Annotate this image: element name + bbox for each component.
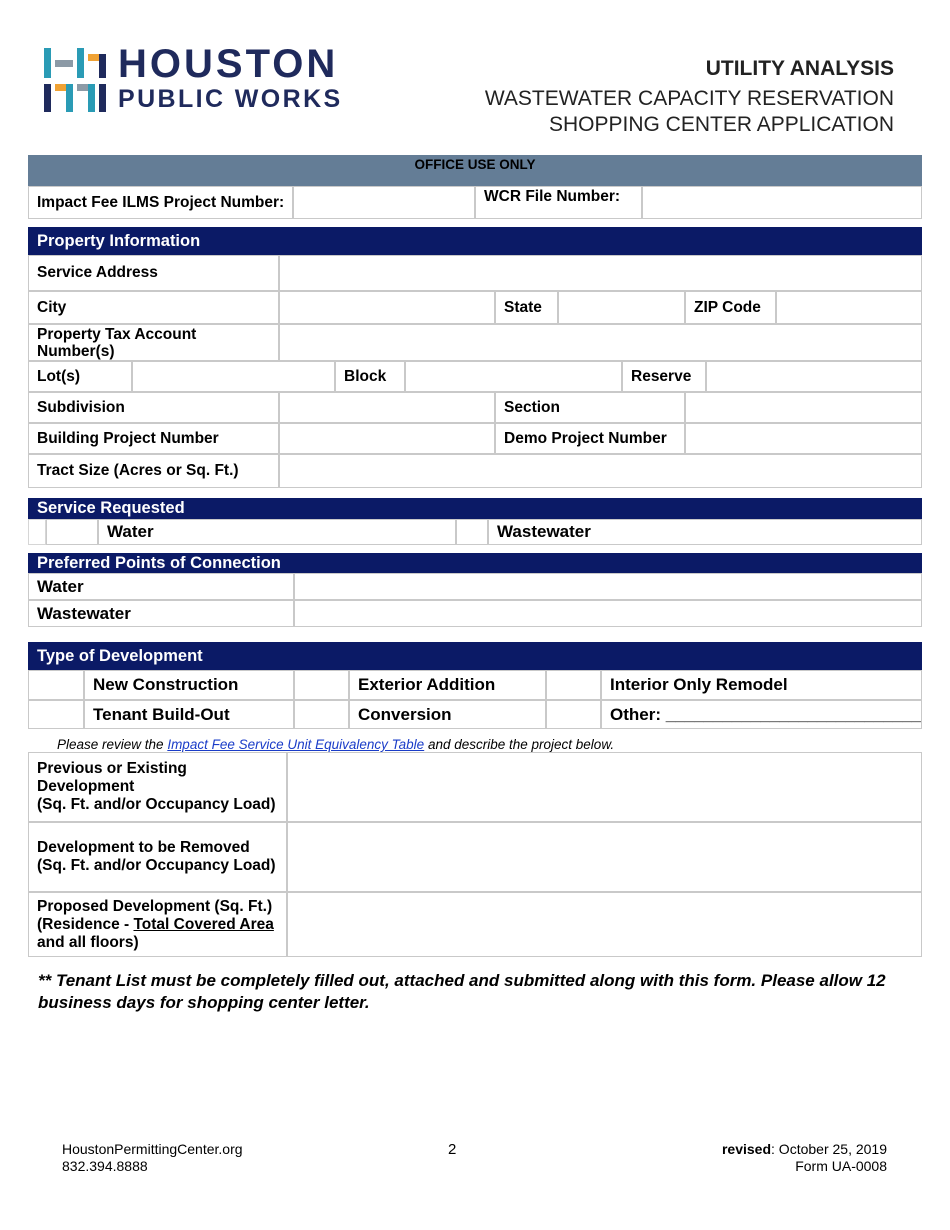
document-title (414, 56, 894, 138)
zip-code-input[interactable] (776, 291, 922, 324)
lots-label: Lot(s) (28, 361, 132, 392)
proposed-development-line2a: (Residence - (37, 915, 134, 933)
demo-project-input[interactable] (685, 423, 922, 454)
logo-houston-text: HOUSTON (118, 42, 339, 86)
wastewater-connection-input[interactable] (294, 600, 922, 627)
removed-development-label (28, 822, 287, 892)
proposed-development-label (28, 892, 287, 957)
tax-account-label: Property Tax Account Number(s) (28, 324, 279, 361)
ilms-project-label: Impact Fee ILMS Project Number: (28, 186, 293, 219)
property-information-band: Property Information (28, 227, 922, 255)
section-input[interactable] (685, 392, 922, 423)
previous-development-line3: (Sq. Ft. and/or Occupancy Load) (37, 796, 276, 813)
tenant-list-warning: ** Tenant List must be completely filled out, attached and submitted along with this form. Please allow 12 business days for shopping center letter. (38, 971, 886, 1012)
previous-development-label (28, 752, 287, 822)
conversion-checkbox[interactable] (294, 700, 349, 729)
block-input[interactable] (405, 361, 622, 392)
proposed-development-line3: and all floors) (37, 933, 139, 951)
lots-input[interactable] (132, 361, 335, 392)
title-wastewater-capacity: WASTEWATER CAPACITY RESERVATION (484, 87, 894, 110)
removed-development-input[interactable] (287, 822, 922, 892)
page-number: 2 (448, 1141, 457, 1158)
city-label: City (28, 291, 279, 324)
proposed-development-input[interactable] (287, 892, 922, 957)
office-use-band: OFFICE USE ONLY (28, 155, 922, 186)
previous-development-line2: Development (37, 778, 135, 795)
equivalency-table-link[interactable]: Impact Fee Service Unit Equivalency Table (167, 737, 425, 752)
proposed-development-line1: Proposed Development (Sq. Ft.) (37, 897, 273, 915)
previous-development-line1: Previous or Existing (37, 760, 187, 777)
exterior-addition-checkbox[interactable] (294, 670, 349, 700)
water-service-label: Water (98, 519, 456, 545)
tax-account-input[interactable] (279, 324, 922, 361)
wcr-file-input[interactable] (642, 186, 922, 219)
removed-development-line2: (Sq. Ft. and/or Occupancy Load) (37, 857, 276, 874)
review-note (57, 737, 614, 752)
conversion-label: Conversion (349, 700, 546, 729)
city-input[interactable] (279, 291, 495, 324)
water-service-checkbox-left[interactable] (28, 519, 46, 545)
building-project-input[interactable] (279, 423, 495, 454)
exterior-addition-label: Exterior Addition (349, 670, 546, 700)
connection-points-band: Preferred Points of Connection (28, 553, 922, 573)
type-of-development-band: Type of Development (28, 642, 922, 670)
interior-remodel-checkbox[interactable] (546, 670, 601, 700)
logo-public-works-text: PUBLIC WORKS (118, 85, 343, 113)
state-input[interactable] (558, 291, 685, 324)
wastewater-service-checkbox[interactable] (456, 519, 488, 545)
title-shopping-center: SHOPPING CENTER APPLICATION (548, 113, 894, 136)
title-utility-analysis: UTILITY ANALYSIS (705, 57, 894, 80)
reserve-label: Reserve (622, 361, 706, 392)
service-address-input[interactable] (279, 255, 922, 291)
building-project-label: Building Project Number (28, 423, 279, 454)
section-label: Section (495, 392, 685, 423)
service-address-label: Service Address (28, 255, 279, 291)
revised-label: revised (721, 1141, 772, 1157)
tenant-buildout-label: Tenant Build-Out (84, 700, 294, 729)
revised-date: : October 25, 2019 (771, 1141, 887, 1157)
tract-size-input[interactable] (279, 454, 922, 488)
interior-remodel-label: Interior Only Remodel (601, 670, 922, 700)
houston-public-works-logo (42, 44, 362, 114)
footer-revised (722, 1141, 887, 1158)
service-requested-band: Service Requested (28, 498, 922, 519)
other-checkbox[interactable] (546, 700, 601, 729)
total-covered-area-text: Total Covered Area (133, 915, 274, 933)
removed-development-line1: Development to be Removed (37, 839, 250, 856)
tenant-buildout-checkbox[interactable] (28, 700, 84, 729)
ilms-project-input[interactable] (293, 186, 475, 219)
tract-size-label: Tract Size (Acres or Sq. Ft.) (28, 454, 279, 488)
subdivision-input[interactable] (279, 392, 495, 423)
other-input[interactable]: Other: ___________________________ (601, 700, 922, 729)
wcr-file-label: WCR File Number: (475, 186, 642, 219)
footer-phone: 832.394.8888 (62, 1158, 148, 1174)
demo-project-label: Demo Project Number (495, 423, 685, 454)
new-construction-checkbox[interactable] (28, 670, 84, 700)
state-label: State (495, 291, 558, 324)
footer-contact (62, 1141, 243, 1175)
review-note-pre: Please review the (57, 737, 168, 752)
block-label: Block (335, 361, 405, 392)
water-service-checkbox[interactable] (46, 519, 98, 545)
new-construction-label: New Construction (84, 670, 294, 700)
review-note-post: and describe the project below. (424, 737, 615, 752)
subdivision-label: Subdivision (28, 392, 279, 423)
previous-development-input[interactable] (287, 752, 922, 822)
zip-code-label: ZIP Code (685, 291, 776, 324)
water-connection-input[interactable] (294, 573, 922, 600)
water-connection-label: Water (28, 573, 294, 600)
logo-mark-icon (42, 44, 112, 114)
reserve-input[interactable] (706, 361, 922, 392)
footer-revision (722, 1141, 887, 1175)
wastewater-connection-label: Wastewater (28, 600, 294, 627)
wastewater-service-label: Wastewater (488, 519, 922, 545)
form-number: Form UA-0008 (795, 1158, 887, 1174)
footer-website: HoustonPermittingCenter.org (62, 1141, 243, 1157)
proposed-development-line2 (37, 916, 274, 934)
